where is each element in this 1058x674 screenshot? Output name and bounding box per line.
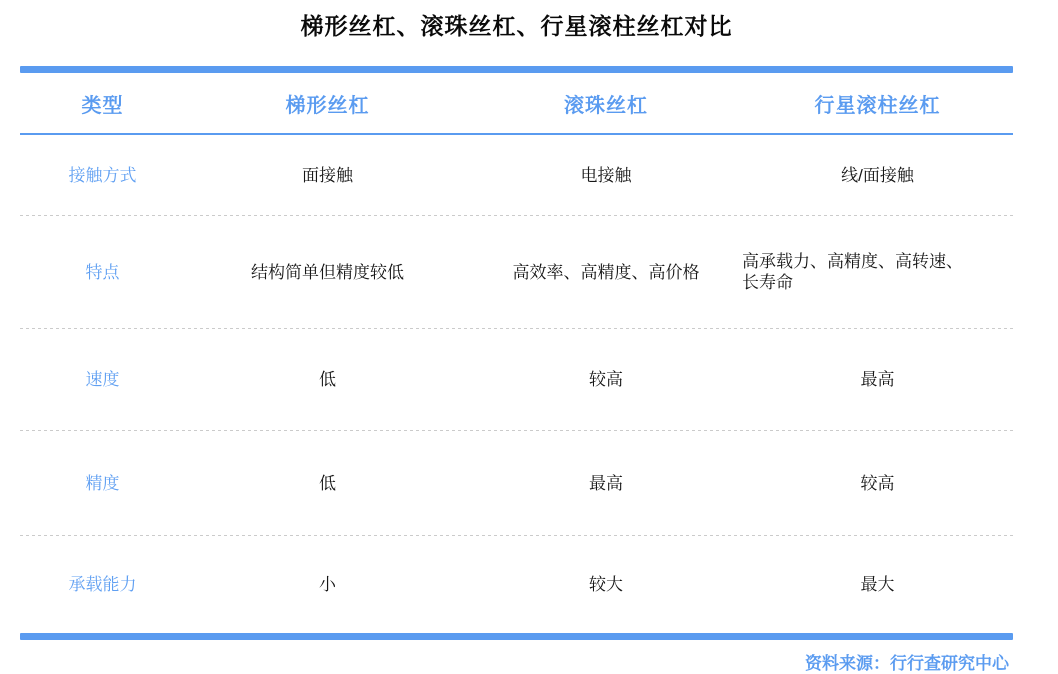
column-header-planetary-roller-screw: 行星滚柱丝杠 — [814, 94, 941, 117]
table-row-features — [20, 216, 1013, 328]
table-cell: 电接触 — [580, 165, 632, 185]
table-cell: 较大 — [589, 575, 623, 594]
table-cell: 高效率、高精度、高价格 — [512, 262, 700, 282]
column-header-trapezoidal-screw: 梯形丝杠 — [285, 94, 370, 117]
row-label: 速度 — [85, 370, 120, 389]
table-cell: 低 — [319, 473, 336, 493]
table-row-precision — [20, 431, 1013, 535]
table-cell: 最高 — [860, 370, 895, 389]
table-cell: 小 — [319, 575, 336, 594]
comparison-table — [20, 66, 1013, 674]
table-row-contact-type — [20, 135, 1013, 215]
table-cell: 最高 — [589, 473, 623, 493]
row-label: 承载能力 — [68, 575, 137, 594]
table-cell: 最大 — [860, 575, 895, 594]
table-header-row — [20, 73, 1013, 133]
top-rule — [20, 66, 1013, 73]
table-cell: 面接触 — [302, 165, 353, 185]
page-title: 梯形丝杠、滚珠丝杠、行星滚柱丝杠对比 — [300, 13, 733, 39]
table-row-load-capacity — [20, 536, 1013, 633]
row-label: 精度 — [85, 473, 120, 493]
table-cell: 结构简单但精度较低 — [251, 262, 404, 282]
table-cell: 较高 — [589, 370, 623, 389]
bottom-rule — [20, 633, 1013, 640]
table-cell: 低 — [319, 370, 336, 389]
table-cell: 较高 — [860, 473, 895, 493]
table-cell-text: 高承载力、高精度、高转速、长寿命 — [742, 252, 963, 292]
column-header-type: 类型 — [81, 94, 124, 117]
row-label: 接触方式 — [68, 165, 137, 185]
row-label: 特点 — [85, 262, 120, 282]
column-header-ball-screw: 滚珠丝杠 — [564, 94, 648, 117]
table-cell: 线/面接触 — [841, 165, 914, 185]
source-note: 资料来源：行行查研究中心 — [805, 654, 1009, 673]
table-cell — [742, 251, 1013, 293]
table-row-speed — [20, 329, 1013, 430]
